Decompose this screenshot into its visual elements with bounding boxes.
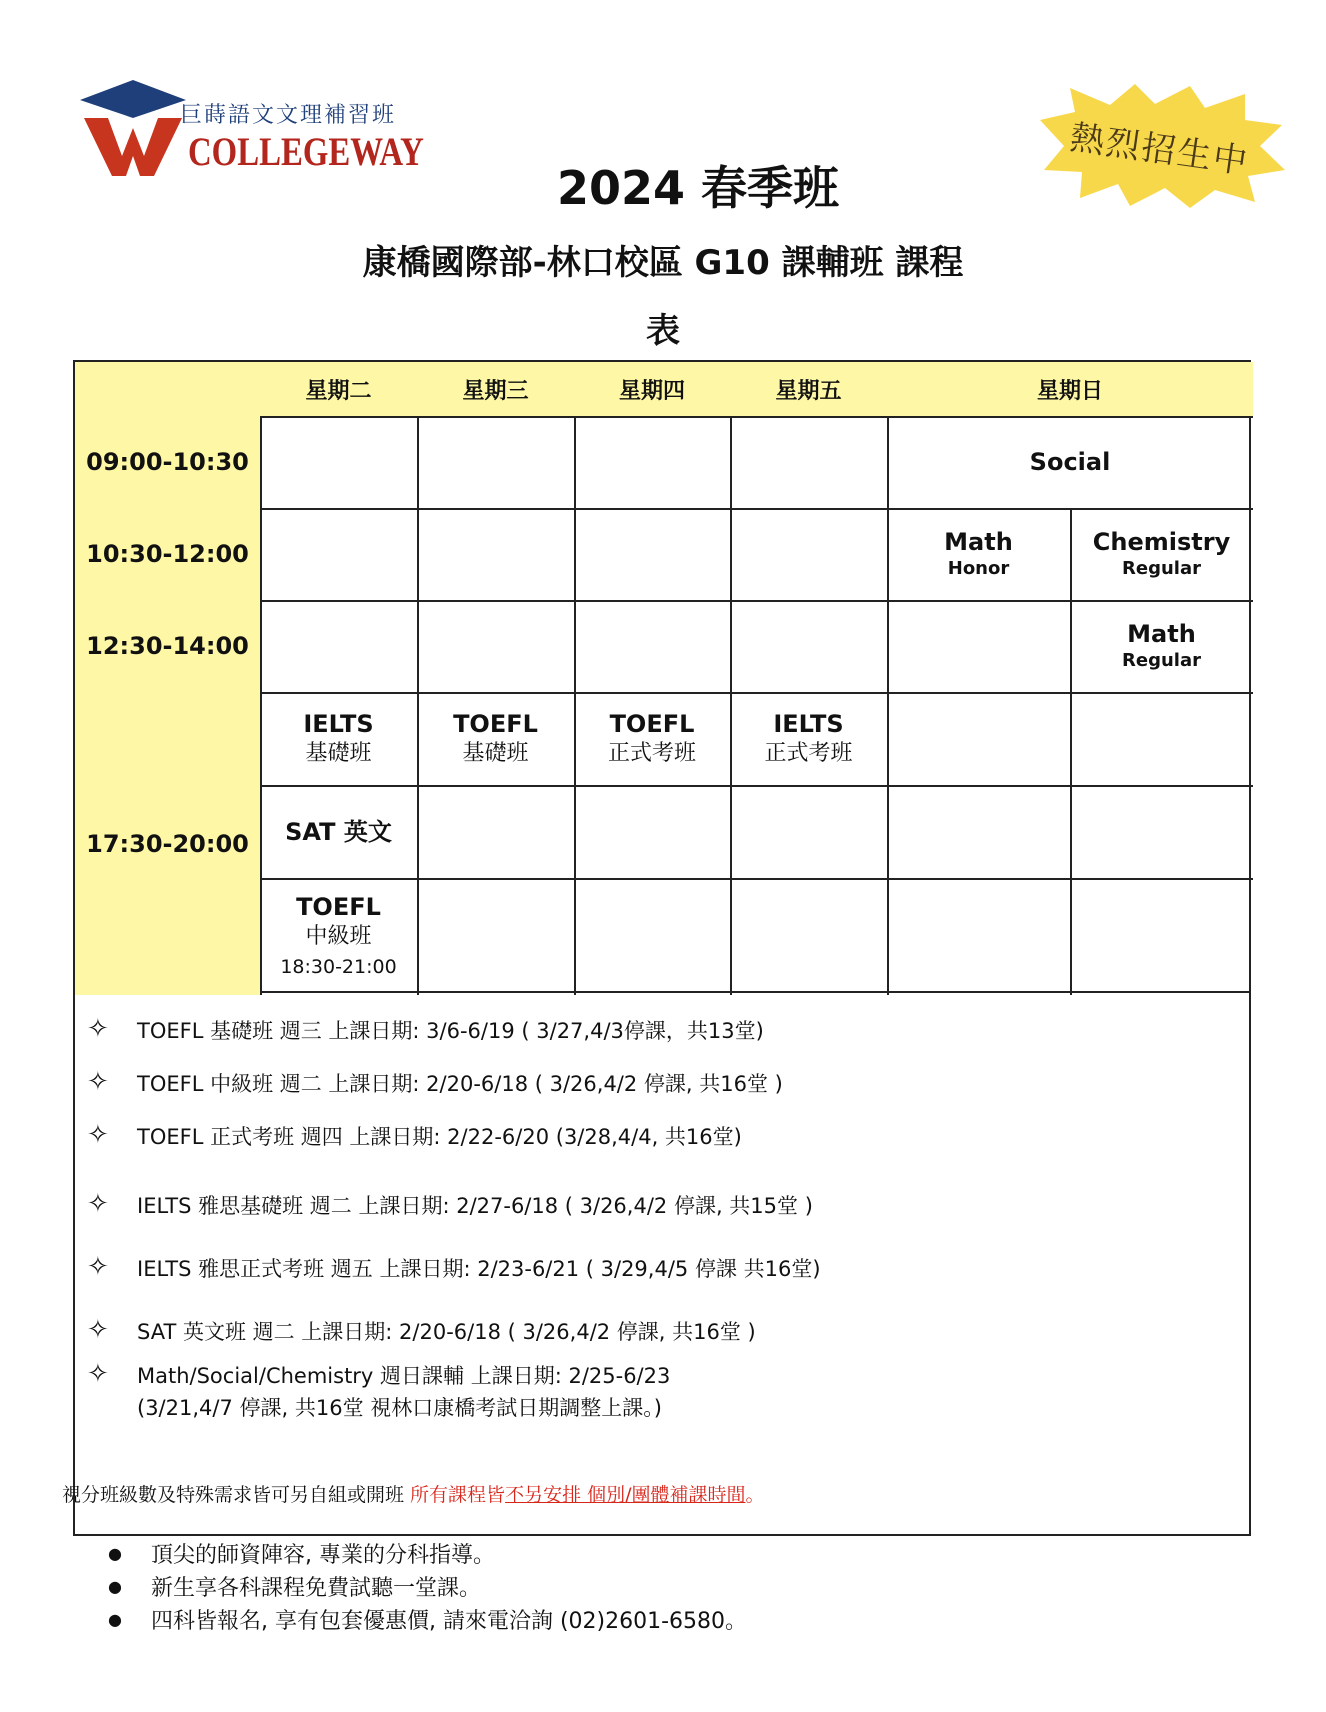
- slot-fri-1730-ielts: [730, 692, 889, 787]
- slot-tue-1730-ielts: [260, 692, 419, 787]
- slot-thu-1730-b: [574, 785, 732, 880]
- badge-text: 熱烈招生中: [1067, 117, 1252, 183]
- slot-sun-1730-c1: [887, 878, 1072, 995]
- slot-thu-0900: [574, 416, 732, 510]
- bullet-item: [108, 1537, 1208, 1570]
- remark-red-b: 。: [745, 1484, 765, 1506]
- bullet-dot-icon: ●: [108, 1610, 122, 1629]
- slot-fri-1030: [730, 508, 889, 602]
- slot-tue-1730-sat: SAT 英文: [260, 785, 419, 880]
- slot-sun-0900-social: Social: [887, 416, 1253, 510]
- slot-wed-1030: [417, 508, 576, 602]
- slot-thu-1230: [574, 600, 732, 694]
- feature-bullets: [108, 1537, 1208, 1636]
- note-item: [87, 1121, 742, 1153]
- slot-sun-1230-a: [887, 600, 1072, 694]
- note-item: [87, 1360, 670, 1424]
- course-level: 基礎班: [462, 740, 529, 766]
- slot-tue-1230: [260, 600, 419, 694]
- slot-sun-1730-b1: [887, 785, 1072, 880]
- slot-sun-1730-a1: [887, 692, 1072, 787]
- slot-sun-1030-math: [887, 508, 1072, 602]
- slot-wed-1730-c: [417, 878, 576, 995]
- note-text: Math/Social/Chemistry 週日課輔 上課日期: 2/25-6/23 (3/21,4/7 停課, 共16堂 視林口康橋考試日期調整上課。): [137, 1364, 671, 1420]
- course-name: Chemistry: [1092, 528, 1231, 556]
- note-text: IELTS 雅思基礎班 週二 上課日期: 2/27-6/18 ( 3/26,4/2 停課, 共15堂 ): [137, 1194, 813, 1218]
- logo-name: COLLEGEWAY: [188, 129, 424, 174]
- page-subtitle: 康橋國際部-林口校區 G10 課輔班 課程: [362, 243, 964, 283]
- diamond-star-icon: ✧: [87, 1014, 109, 1044]
- slot-wed-1730-b: [417, 785, 576, 880]
- slot-fri-0900: [730, 416, 889, 510]
- corner-cell: [75, 362, 262, 418]
- course-level: Honor: [947, 558, 1010, 579]
- note-item: [87, 1015, 764, 1047]
- diamond-star-icon: ✧: [87, 1189, 109, 1219]
- header-sun: 星期日: [887, 362, 1253, 418]
- slot-wed-1230: [417, 600, 576, 694]
- page-title: 2024 春季班: [556, 161, 840, 215]
- slot-tue-1030: [260, 508, 419, 602]
- remark-red-a: 所有課程皆: [410, 1484, 506, 1506]
- schedule-table: [73, 360, 1251, 993]
- slot-sun-1730-c2: [1070, 878, 1253, 995]
- slot-sun-1730-b2: [1070, 785, 1253, 880]
- note-text: TOEFL 中級班 週二 上課日期: 2/20-6/18 ( 3/26,4/2 停課, 共16堂 ): [137, 1072, 783, 1096]
- course-level: 中級班: [305, 923, 372, 949]
- diamond-star-icon: ✧: [87, 1359, 109, 1389]
- course-name: Math: [944, 528, 1013, 556]
- course-level: 正式考班: [764, 740, 853, 766]
- slot-tue-1730-toefl-mid: [260, 878, 419, 995]
- bullet-text: 四科皆報名, 享有包套優惠價, 請來電洽詢 (02)2601-6580。: [151, 1609, 748, 1634]
- course-level: Regular: [1122, 650, 1201, 671]
- course-name: TOEFL: [296, 892, 381, 921]
- remark-red-underlined: 不另安排 個別/團體補課時間: [505, 1484, 746, 1506]
- course-level: 正式考班: [607, 740, 696, 766]
- header-tue: 星期二: [260, 362, 419, 418]
- slot-tue-0900: [260, 416, 419, 510]
- time-1030: 10:30-12:00: [75, 508, 262, 602]
- course-time: 18:30-21:00: [280, 955, 397, 978]
- slot-thu-1030: [574, 508, 732, 602]
- bullet-dot-icon: ●: [108, 1544, 122, 1563]
- note-item: [87, 1316, 756, 1348]
- remark-line: [62, 1480, 765, 1507]
- bullet-item: [108, 1603, 1208, 1636]
- bullet-text: 頂尖的師資陣容, 專業的分科指導。: [151, 1543, 495, 1568]
- diamond-star-icon: ✧: [87, 1315, 109, 1345]
- time-1230: 12:30-14:00: [75, 600, 262, 694]
- remark-normal: 視分班級數及特殊需求皆可另自組或開班: [62, 1484, 411, 1506]
- slot-fri-1730-c: [730, 878, 889, 995]
- slot-fri-1730-b: [730, 785, 889, 880]
- note-text: TOEFL 正式考班 週四 上課日期: 2/22-6/20 (3/28,4/4, 共16堂): [137, 1125, 742, 1149]
- course-name: IELTS: [773, 709, 844, 738]
- slot-thu-1730-c: [574, 878, 732, 995]
- slot-thu-1730-toefl: [574, 692, 732, 787]
- note-item: [87, 1190, 813, 1222]
- note-item: [87, 1253, 821, 1285]
- slot-sun-1730-a2: [1070, 692, 1253, 787]
- slot-wed-1730-toefl: [417, 692, 576, 787]
- note-text: TOEFL 基礎班 週三 上課日期: 3/6-6/19 ( 3/27,4/3停課，共13堂): [137, 1019, 764, 1043]
- diamond-star-icon: ✧: [87, 1120, 109, 1150]
- course-name: TOEFL: [609, 709, 695, 738]
- page-subtitle-cont: 表: [646, 311, 680, 351]
- note-text: IELTS 雅思正式考班 週五 上課日期: 2/23-6/21 ( 3/29,4/5 停課 共16堂): [137, 1257, 821, 1281]
- course-level: 基礎班: [305, 740, 372, 766]
- slot-wed-0900: [417, 416, 576, 510]
- diamond-star-icon: ✧: [87, 1252, 109, 1282]
- course-level: Regular: [1122, 558, 1201, 579]
- note-item: [87, 1068, 783, 1100]
- bullet-text: 新生享各科課程免費試聽一堂課。: [151, 1576, 482, 1601]
- note-text: SAT 英文班 週二 上課日期: 2/20-6/18 ( 3/26,4/2 停課, 共16堂 ): [137, 1320, 756, 1344]
- bullet-dot-icon: ●: [108, 1577, 122, 1596]
- time-0900: 09:00-10:30: [75, 416, 262, 510]
- header-wed: 星期三: [417, 362, 576, 418]
- bullet-item: [108, 1570, 1208, 1603]
- course-name: IELTS: [303, 709, 374, 738]
- remark-red: [410, 1484, 764, 1506]
- slot-fri-1230: [730, 600, 889, 694]
- slot-sun-1230-math: [1070, 600, 1253, 694]
- time-1730: 17:30-20:00: [75, 692, 262, 995]
- slot-sun-1030-chemistry: [1070, 508, 1253, 602]
- course-name: Math: [1127, 620, 1196, 648]
- header-thu: 星期四: [574, 362, 732, 418]
- course-name: TOEFL: [453, 709, 538, 738]
- header-fri: 星期五: [730, 362, 889, 418]
- course-notes: [73, 991, 1251, 1536]
- logo-subtitle: 巨蒔語文文理補習班: [180, 103, 397, 128]
- diamond-star-icon: ✧: [87, 1067, 109, 1097]
